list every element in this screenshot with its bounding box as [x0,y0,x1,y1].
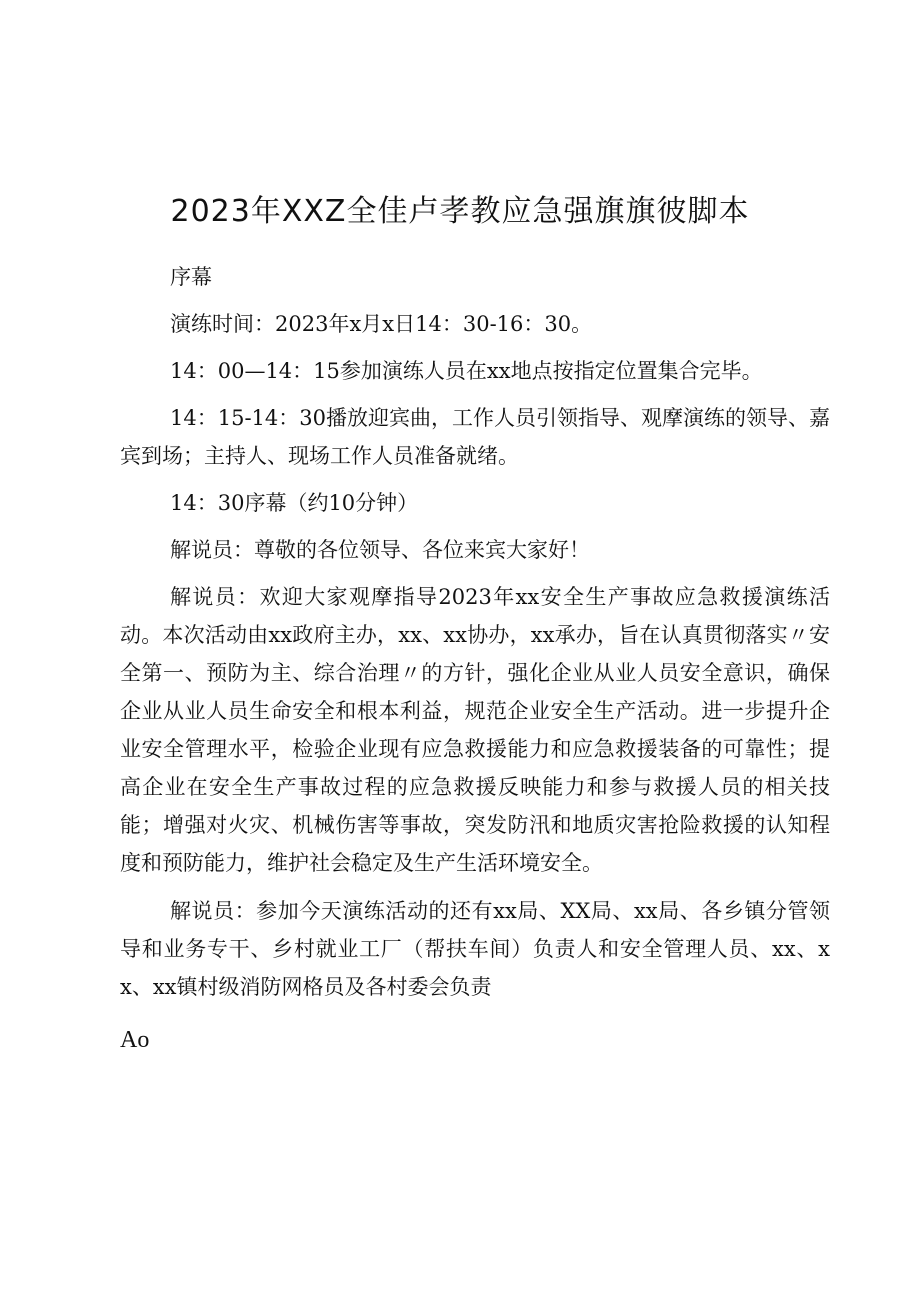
paragraph-narrator-greeting: 解说员：尊敬的各位领导、各位来宾大家好！ [170,538,590,562]
paragraph-narrator-attendees: 解说员：参加今天演练活动的还有xx局、XX局、xx局、各乡镇分管领导和业务专干、乡村就业工厂（帮扶车间）负责人和安全管理人员、xx、xx、xx镇村级消防网格员及各村委会负责 [120,899,830,999]
paragraph-prologue: 序幕 [170,265,212,289]
paragraph-welcome-music: 14：15-14：30播放迎宾曲，工作人员引领指导、观摩演练的领导、嘉宾到场；主持人、现场工作人员准备就绪。 [120,406,830,468]
trailing-text: Ao [120,1027,150,1053]
paragraph-drill-time: 演练时间：2023年x月x日14：30-16：30。 [170,312,593,336]
paragraph-narrator-intro: 解说员：欢迎大家观摩指导2023年xx安全生产事故应急救援演练活动。本次活动由xx政府主办，xx、xx协办，xx承办，旨在认真贯彻落实〃安全第一、预防为主、综合治理〃的方针，强化企业从业人员安全意识，确保企业从业人员生命安全和根本利益，规范企业安全生产活动。进一步提升企业安全管理水平，检验企业现有应急救援能力和应急救援装备的可靠性；提高企业在安全生产事故过程的应急救援反映能力和参与救援人员的相关技能；增强对火灾、机械伤害等事故，突发防汛和地质灾害抢险救援的认知程度和预防能力，维护社会稳定及生产生活环境安全。 [120,585,830,875]
document-body [120,258,830,1015]
paragraph-assembly: 14：00—14：15参加演练人员在xx地点按指定位置集合完毕。 [170,359,763,383]
paragraph-prologue-time: 14：30序幕（约10分钟） [170,491,419,515]
document-title: 2023年XXZ全佳卢孝教应急强旗旗彼脚本 [170,194,750,229]
